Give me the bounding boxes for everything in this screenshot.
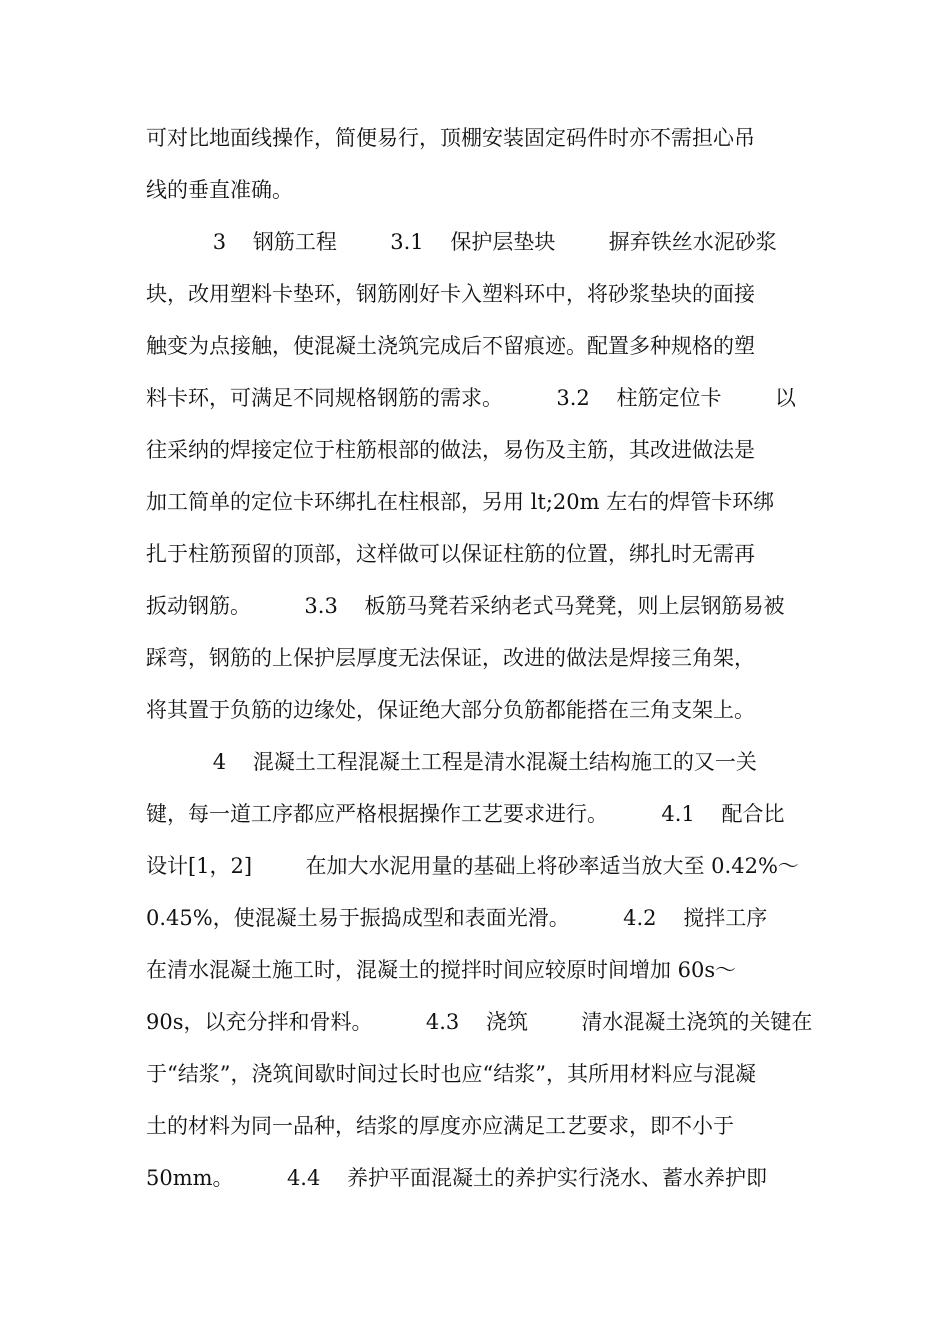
text-line: 扎于柱筋预留的顶部，这样做可以保证柱筋的位置，绑扎时无需再 [146,542,755,566]
text-line: 踩弯，钢筋的上保护层厚度无法保证，改进的做法是焊接三角架， [146,646,755,670]
text-line: 在清水混凝土施工时，混凝土的搅拌时间应较原时间增加 60s～ [146,958,737,982]
text-line: 90s，以充分拌和骨料。 4.3 浇筑 清水混凝土浇筑的关键在 [146,1010,813,1034]
text-line: 扳动钢筋。 3.3 板筋马凳若采纳老式马凳凳，则上层钢筋易被 [146,594,785,618]
text-line: 3 钢筋工程 3.1 保护层垫块 摒弃铁丝水泥砂浆 [146,230,777,254]
text-line: 线的垂直准确。 [146,178,293,202]
text-line: 往采纳的焊接定位于柱筋根部的做法，易伤及主筋，其改进做法是 [146,438,755,462]
text-line: 可对比地面线操作，简便易行，顶棚安装固定码件时亦不需担心吊 [146,126,755,150]
text-line: 料卡环，可满足不同规格钢筋的需求。 3.2 柱筋定位卡 以 [146,386,796,410]
body-text [146,112,826,1204]
text-line: 4 混凝土工程混凝土工程是清水混凝土结构施工的又一关 [146,750,757,774]
text-line: 块，改用塑料卡垫环，钢筋刚好卡入塑料环中，将砂浆垫块的面接 [146,282,755,306]
text-line: 键，每一道工序都应严格根据操作工艺要求进行。 4.1 配合比 [146,802,785,826]
text-line: 将其置于负筋的边缘处，保证绝大部分负筋都能搭在三角支架上。 [146,698,755,722]
text-line: 触变为点接触，使混凝土浇筑完成后不留痕迹。配置多种规格的塑 [146,334,755,358]
text-line: 于“结浆”，浇筑间歇时间过长时也应“结浆”，其所用材料应与混凝 [146,1062,756,1086]
text-line: 加工简单的定位卡环绑扎在柱根部，另用 lt;20m 左右的焊管卡环绑 [146,490,775,514]
text-line: 土的材料为同一品种，结浆的厚度亦应满足工艺要求，即不小于 [146,1114,734,1138]
text-line: 设计[1，2] 在加大水泥用量的基础上将砂率适当放大至 0.42%～ [146,854,799,878]
text-line: 50mm。 4.4 养护平面混凝土的养护实行浇水、蓄水养护即 [146,1166,768,1190]
text-line: 0.45%，使混凝土易于振捣成型和表面光滑。 4.2 搅拌工序 [146,906,768,930]
